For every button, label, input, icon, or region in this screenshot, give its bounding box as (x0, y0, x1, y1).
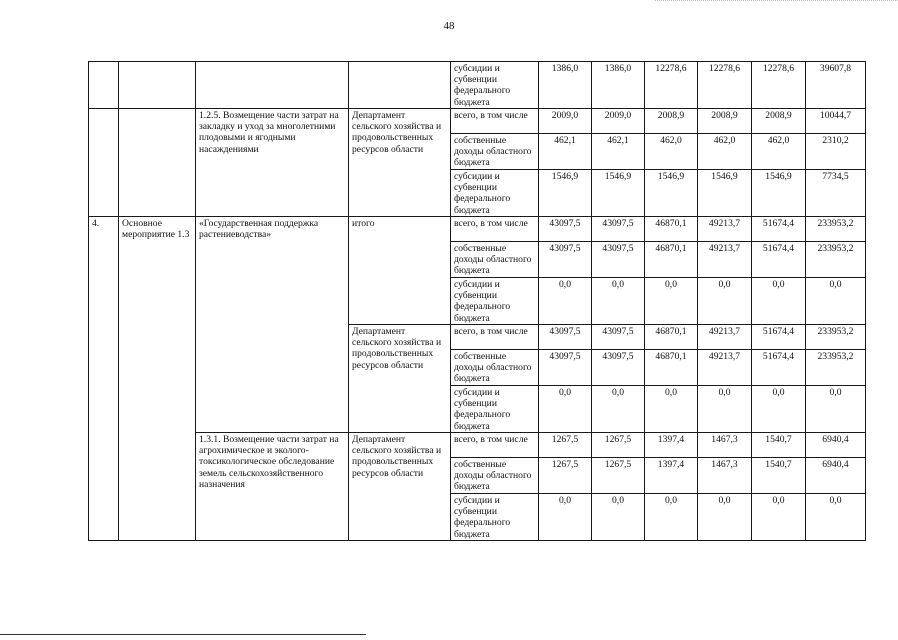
source-cell: собственные доходы областного бюджета (451, 134, 539, 170)
value-cell: 0,0 (806, 278, 866, 325)
value-cell: 51674,4 (752, 217, 806, 242)
value-cell: 0,0 (645, 494, 698, 541)
value-cell: 43097,5 (592, 325, 645, 350)
value-cell: 1267,5 (539, 458, 592, 494)
value-cell: 0,0 (752, 494, 806, 541)
source-cell: всего, в том числе (451, 325, 539, 350)
item-name: 1.2.5. Возмещение части затрат на закладку и уход за многолетними плодовыми и ягодными насаждениями (196, 109, 349, 217)
table-row (89, 217, 866, 242)
value-cell: 1397,4 (645, 433, 698, 458)
value-cell: 2008,9 (752, 109, 806, 134)
value-cell: 0,0 (645, 386, 698, 433)
value-cell: 46870,1 (645, 217, 698, 242)
row-number: 4. (89, 217, 119, 541)
item-name: «Государственная поддержка растениеводства» (196, 217, 349, 433)
value-cell: 49213,7 (698, 350, 752, 386)
scan-edge-mark (655, 0, 898, 1)
value-cell: 2008,9 (698, 109, 752, 134)
value-cell: 51674,4 (752, 325, 806, 350)
value-cell: 1540,7 (752, 433, 806, 458)
page-number: 48 (443, 20, 455, 32)
value-cell: 1546,9 (698, 170, 752, 217)
value-cell: 12278,6 (698, 62, 752, 109)
value-cell: 0,0 (806, 494, 866, 541)
value-cell: 1397,4 (645, 458, 698, 494)
value-cell: 49213,7 (698, 242, 752, 278)
value-cell: 0,0 (539, 494, 592, 541)
executor-cell: Департамент сельского хозяйства и продовольственных ресурсов области (349, 109, 451, 217)
value-cell: 43097,5 (592, 217, 645, 242)
value-cell: 233953,2 (806, 242, 866, 278)
type-cell (119, 109, 196, 217)
value-cell: 1267,5 (592, 458, 645, 494)
source-cell: субсидии и субвенции федерального бюджета (451, 278, 539, 325)
value-cell: 0,0 (592, 386, 645, 433)
value-cell: 2009,0 (539, 109, 592, 134)
source-cell: всего, в том числе (451, 109, 539, 134)
value-cell: 43097,5 (539, 350, 592, 386)
value-cell: 46870,1 (645, 350, 698, 386)
value-cell: 49213,7 (698, 217, 752, 242)
item-type: Основное мероприятие 1.3 (119, 217, 196, 541)
value-cell: 6940,4 (806, 458, 866, 494)
value-cell: 1386,0 (539, 62, 592, 109)
value-cell: 462,1 (539, 134, 592, 170)
value-cell: 6940,4 (806, 433, 866, 458)
value-cell: 39607,8 (806, 62, 866, 109)
value-cell: 1546,9 (752, 170, 806, 217)
value-cell: 462,0 (752, 134, 806, 170)
value-cell: 12278,6 (752, 62, 806, 109)
no-cell (89, 109, 119, 217)
footer-rule (0, 634, 366, 635)
value-cell: 49213,7 (698, 325, 752, 350)
value-cell: 1546,9 (592, 170, 645, 217)
value-cell: 43097,5 (539, 242, 592, 278)
name-cell (196, 62, 349, 109)
value-cell: 0,0 (539, 386, 592, 433)
executor-cell: Департамент сельского хозяйства и продовольственных ресурсов области (349, 325, 451, 433)
value-cell: 1546,9 (645, 170, 698, 217)
source-cell: всего, в том числе (451, 217, 539, 242)
no-cell (89, 62, 119, 109)
source-cell: собственные доходы областного бюджета (451, 242, 539, 278)
value-cell: 0,0 (592, 494, 645, 541)
source-cell: субсидии и субвенции федерального бюджета (451, 386, 539, 433)
table-row (89, 109, 866, 134)
value-cell: 43097,5 (592, 350, 645, 386)
table-row (89, 433, 866, 458)
value-cell: 46870,1 (645, 325, 698, 350)
value-cell: 0,0 (752, 278, 806, 325)
value-cell: 10044,7 (806, 109, 866, 134)
value-cell: 51674,4 (752, 242, 806, 278)
value-cell: 0,0 (592, 278, 645, 325)
value-cell: 462,0 (698, 134, 752, 170)
source-cell: субсидии и субвенции федерального бюджета (451, 494, 539, 541)
value-cell: 2009,0 (592, 109, 645, 134)
value-cell: 1386,0 (592, 62, 645, 109)
value-cell: 0,0 (698, 278, 752, 325)
source-cell: собственные доходы областного бюджета (451, 458, 539, 494)
value-cell: 2008,9 (645, 109, 698, 134)
executor-cell: Департамент сельского хозяйства и продовольственных ресурсов области (349, 433, 451, 541)
type-cell (119, 62, 196, 109)
value-cell: 1467,3 (698, 433, 752, 458)
value-cell: 2310,2 (806, 134, 866, 170)
value-cell: 0,0 (752, 386, 806, 433)
executor-cell (349, 62, 451, 109)
value-cell: 233953,2 (806, 325, 866, 350)
value-cell: 0,0 (645, 278, 698, 325)
source-cell: субсидии и субвенции федерального бюджета (451, 62, 539, 109)
value-cell: 43097,5 (539, 217, 592, 242)
value-cell: 7734,5 (806, 170, 866, 217)
source-cell: субсидии и субвенции федерального бюджета (451, 170, 539, 217)
source-cell: всего, в том числе (451, 433, 539, 458)
value-cell: 1540,7 (752, 458, 806, 494)
value-cell: 462,0 (645, 134, 698, 170)
value-cell: 43097,5 (539, 325, 592, 350)
value-cell: 233953,2 (806, 350, 866, 386)
table-row (89, 62, 866, 109)
executor-total: итого (349, 217, 451, 325)
source-cell: собственные доходы областного бюджета (451, 350, 539, 386)
value-cell: 1267,5 (539, 433, 592, 458)
value-cell: 12278,6 (645, 62, 698, 109)
value-cell: 0,0 (539, 278, 592, 325)
value-cell: 0,0 (698, 386, 752, 433)
value-cell: 0,0 (806, 386, 866, 433)
value-cell: 43097,5 (592, 242, 645, 278)
value-cell: 233953,2 (806, 217, 866, 242)
value-cell: 1546,9 (539, 170, 592, 217)
value-cell: 1267,5 (592, 433, 645, 458)
item-name: 1.3.1. Возмещение части затрат на агрохимическое и эколого-токсикологическое обследование земель сельскохозяйственного назначения (196, 433, 349, 541)
value-cell: 0,0 (698, 494, 752, 541)
value-cell: 1467,3 (698, 458, 752, 494)
value-cell: 46870,1 (645, 242, 698, 278)
value-cell: 462,1 (592, 134, 645, 170)
budget-table (88, 61, 866, 541)
value-cell: 51674,4 (752, 350, 806, 386)
